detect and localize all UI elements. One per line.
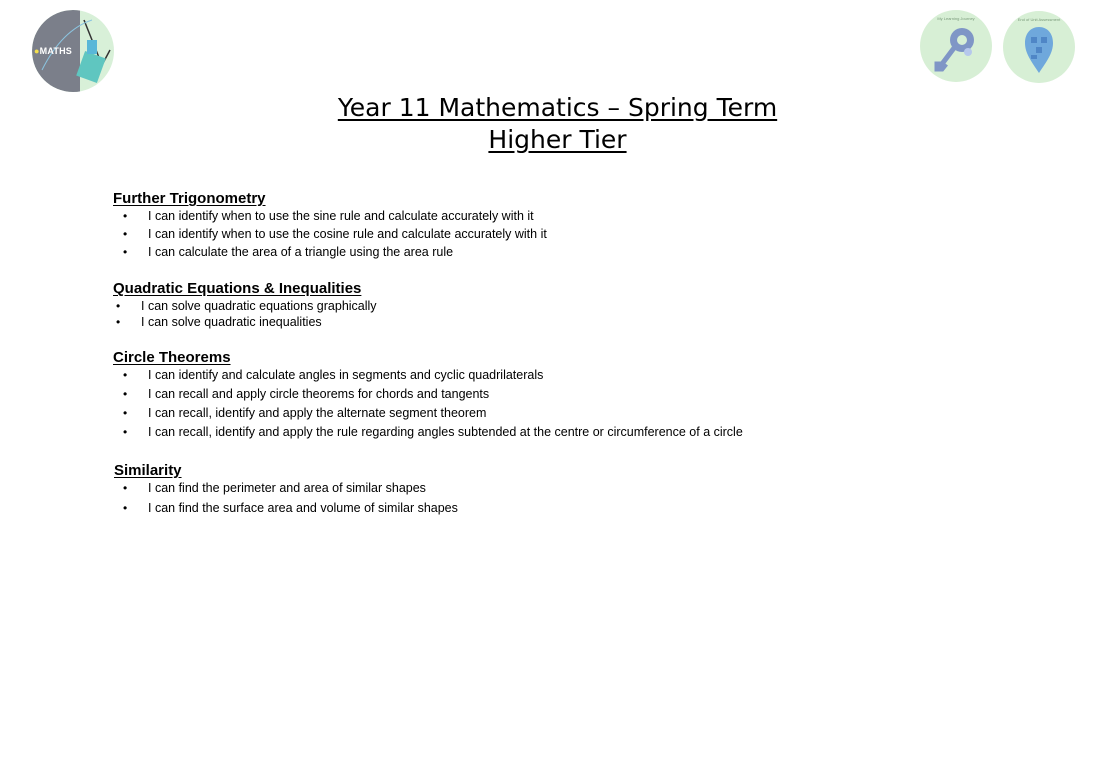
end-of-unit-logo <box>1003 11 1075 83</box>
learning-journey-logo <box>920 10 992 82</box>
learning-journey-label: My Learning Journey <box>937 16 975 21</box>
title-line-2: Higher Tier <box>488 125 627 154</box>
section-heading-circle-theorems: Circle Theorems <box>113 349 231 366</box>
section-heading-similarity: Similarity <box>114 462 182 479</box>
section-heading-quadratics: Quadratic Equations & Inequalities <box>113 280 362 297</box>
title-line-1: Year 11 Mathematics – Spring Term <box>337 93 778 122</box>
map-pin-icon <box>1003 11 1075 83</box>
maths-logo-label: ●MATHS <box>34 46 72 56</box>
maths-logo <box>32 10 114 92</box>
page-title <box>0 92 1115 156</box>
key-icon <box>920 10 992 82</box>
end-of-unit-label: End of Unit Assessment <box>1017 17 1061 22</box>
section-heading-trigonometry: Further Trigonometry <box>113 190 266 207</box>
